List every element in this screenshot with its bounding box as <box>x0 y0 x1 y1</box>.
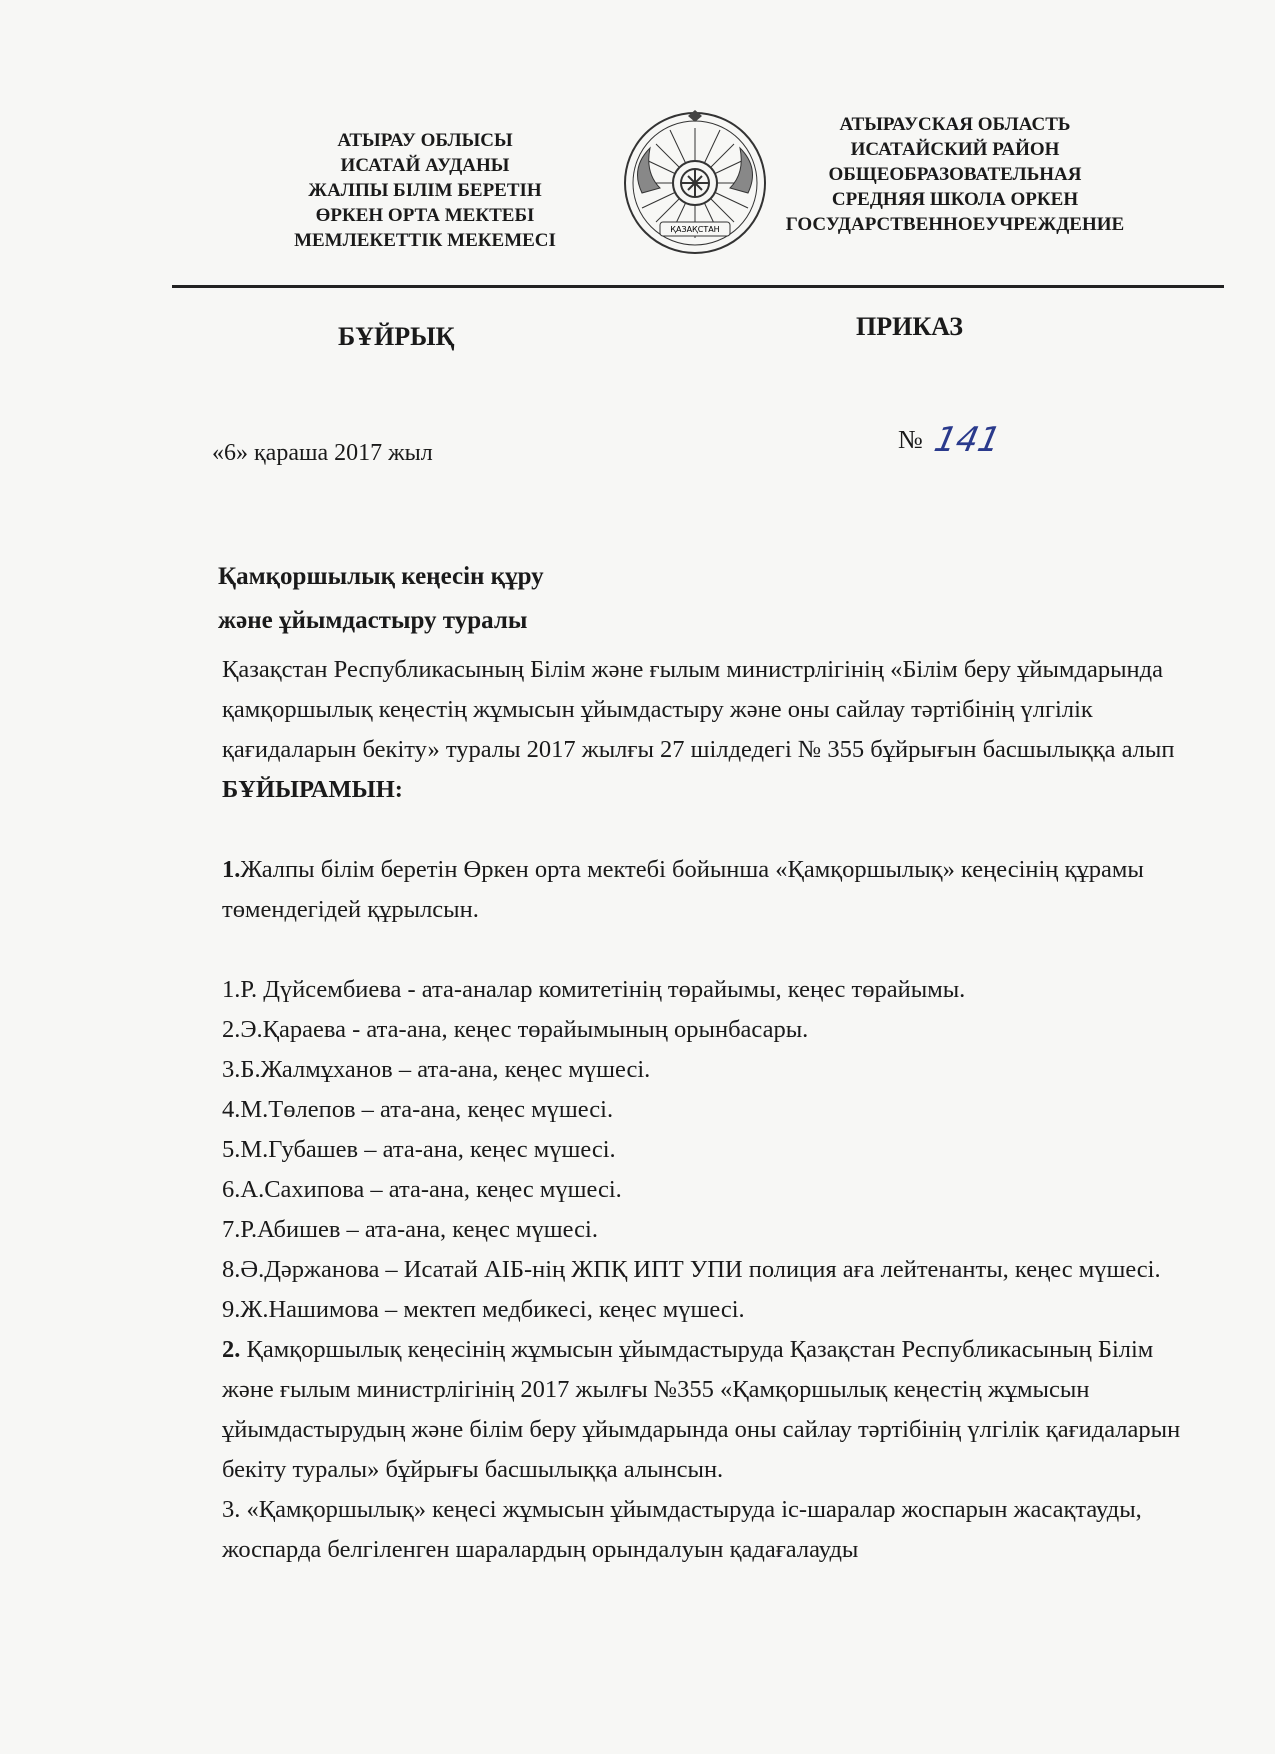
header-right-line: ИСАТАЙСКИЙ РАЙОН <box>850 139 1060 160</box>
member-list-item: 1.Р. Дүйсембиева - ата-аналар комитетінің төрайымы, кеңес төрайымы. <box>222 976 966 1003</box>
member-list-item: 7.Р.Абишев – ата-ана, кеңес мүшесі. <box>222 1216 598 1243</box>
state-emblem-icon <box>620 108 770 258</box>
header-right-line: СРЕДНЯЯ ШКОЛА ОРКЕН <box>831 189 1079 210</box>
member-list-item: 9.Ж.Нашимова – мектеп медбикесі, кеңес мүшесі. <box>222 1296 745 1323</box>
preamble-paragraph <box>222 650 1182 810</box>
member-list-item: 3.Б.Жалмұханов – ата-ана, кеңес мүшесі. <box>222 1056 651 1083</box>
item-2 <box>222 1330 1182 1490</box>
header-left-line: МЕМЛЕКЕТТІК МЕКЕМЕСІ <box>294 230 556 251</box>
item-1 <box>222 850 1182 930</box>
preamble-text: Қазақстан Республикасының Білім және ғылым министрлігінің «Білім беру ұйымдарында қамқоршылық кеңестің жұмысын ұйымдастыру және оны сайлау тәртібінің үлгілік қағидаларын бекіту» туралы 2017 жылғы 27 шілдедегі № 355 бұйрығын басшылыққа алып <box>222 656 1175 763</box>
handwritten-number: 141 <box>931 420 1005 460</box>
header-right-line: ОБЩЕОБРАЗОВАТЕЛЬНАЯ <box>828 164 1082 185</box>
header-left-line: АТЫРАУ ОБЛЫСЫ <box>337 130 513 151</box>
order-subject <box>218 555 818 643</box>
member-list-item: 2.Э.Қараева - ата-ана, кеңес төрайымының орынбасары. <box>222 1016 809 1043</box>
emblem-caption: ҚАЗАҚСТАН <box>670 225 720 234</box>
item-3: 3. «Қамқоршылық» кеңесі жұмысын ұйымдастыруда іс-шаралар жоспарын жасақтауды, жоспарда белгіленген шаралардың орындалуын қадағалауды <box>222 1496 1142 1563</box>
header-left-line: ӨРКЕН ОРТА МЕКТЕБІ <box>315 205 535 226</box>
header-divider <box>172 285 1224 288</box>
header-left-line: ЖАЛПЫ БІЛІМ БЕРЕТІН <box>308 180 542 201</box>
header-right-line: ГОСУДАРСТВЕННОЕУЧРЕЖДЕНИЕ <box>785 214 1125 235</box>
header-right-line: АТЫРАУСКАЯ ОБЛАСТЬ <box>839 114 1071 135</box>
member-list-item: 8.Ә.Дәржанова – Исатай АІБ-нің ЖПҚ ИПТ УПИ полиция аға лейтенанты, кеңес мүшесі. <box>222 1256 1161 1283</box>
member-list-item: 5.М.Губашев – ата-ана, кеңес мүшесі. <box>222 1136 616 1163</box>
order-body <box>222 650 1182 1570</box>
number-label: № <box>898 425 923 454</box>
header-left-line: ИСАТАЙ АУДАНЫ <box>340 155 510 176</box>
header-left-kz <box>270 128 580 253</box>
member-list-item: 4.М.Төлепов – ата-ана, кеңес мүшесі. <box>222 1096 614 1123</box>
order-title-ru: ПРИКАЗ <box>856 312 964 341</box>
item-1-text: Жалпы білім беретін Өркен орта мектебі бойынша «Қамқоршылық» кеңесінің құрамы төмендегідей құрылсын. <box>222 856 1144 923</box>
order-word: БҰЙЫРАМЫН: <box>222 776 403 803</box>
item-2-number: 2. <box>222 1336 241 1363</box>
item-1-number: 1. <box>222 856 241 883</box>
subject-line: Қамқоршылық кеңесін құру <box>218 563 544 590</box>
member-list-item: 6.А.Сахипова – ата-ана, кеңес мүшесі. <box>222 1176 622 1203</box>
order-date: «6» қараша 2017 жыл <box>212 440 433 466</box>
order-number <box>898 420 1005 460</box>
order-title-kz: БҰЙРЫҚ <box>338 322 455 351</box>
header-right-ru <box>770 112 1140 237</box>
item-2-text: Қамқоршылық кеңесінің жұмысын ұйымдастыруда Қазақстан Республикасының Білім және ғылым министрлігінің 2017 жылғы №355 «Қамқоршылық кеңестің жұмысын ұйымдастырудың және білім беру ұйымдарында оны сайлау тәртібінің үлгілік қағидаларын бекіту туралы» бұйрығы басшылыққа алынсын. <box>222 1336 1181 1483</box>
subject-line: және ұйымдастыру туралы <box>218 607 528 634</box>
